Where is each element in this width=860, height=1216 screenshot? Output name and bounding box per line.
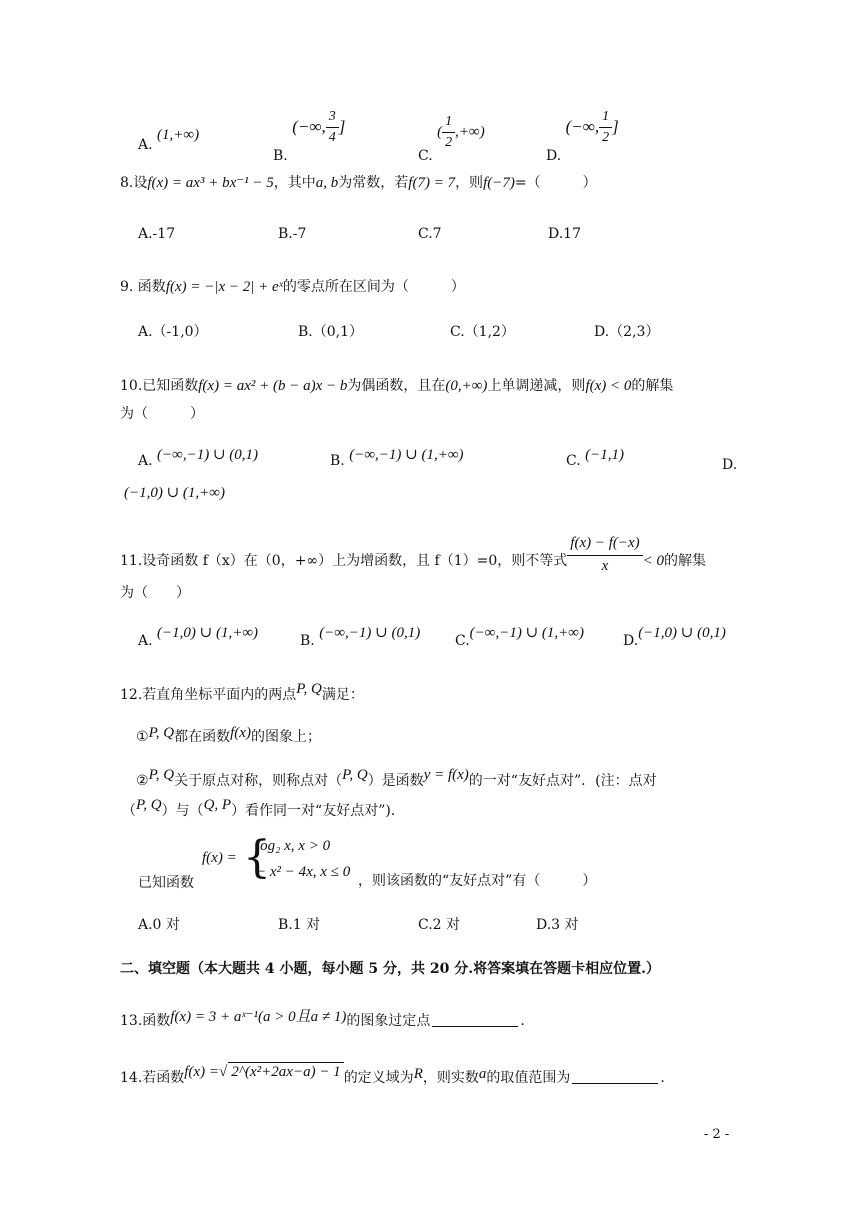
piecewise-case-2: − x² − 4x, x ≤ 0 [256, 864, 351, 880]
question-9 [120, 278, 465, 298]
text: =（ ） [514, 175, 597, 191]
option-label: C. [418, 148, 433, 165]
formula: a [478, 1066, 487, 1082]
formula: f(x) = [184, 1064, 219, 1080]
option-label: B. [273, 147, 288, 164]
text: ）是函数 [367, 773, 424, 789]
q10-option-b [330, 447, 464, 472]
q12-option-b: B.1 对 [278, 917, 321, 933]
formula: f(x) = −|x − 2| + eˣ [165, 279, 283, 295]
q11-option-b [300, 625, 421, 652]
text: 为偶函数，且在 [347, 378, 446, 394]
option-label: A. [138, 137, 153, 153]
q12-condition-2 [136, 767, 657, 792]
text: 为常数，若 [338, 175, 409, 191]
text: 上单调递减，则 [487, 378, 586, 394]
q12-option-a: A.0 对 [138, 917, 180, 933]
text: 的定义域为 [343, 1070, 414, 1086]
formula: Q, P [203, 797, 232, 813]
formula: f(x) = 3 + aˣ⁻¹(a > 0且a ≠ 1) [170, 1009, 347, 1025]
option-value: (−∞, $\frac{1}{2}$ ] [565, 109, 619, 146]
question-14 [120, 1064, 665, 1089]
piecewise-brace: { [243, 832, 271, 883]
text: （ [122, 803, 136, 819]
option-value: (−∞,−1) ∪ (1,+∞) [349, 447, 464, 463]
question-number: 10.已知函数 [120, 378, 199, 394]
fraction-denominator: x [601, 557, 609, 574]
q10-option-a [138, 447, 259, 472]
option-label: D. [546, 147, 562, 164]
formula: P, Q [148, 767, 175, 783]
question-number: 11.设奇函数 f（x）在（0，+∞）上为增函数，且 f（1）=0，则不等式 [120, 553, 568, 569]
q11-option-c [455, 625, 584, 652]
formula: f(x) = ax² + (b − a)x − b [198, 378, 348, 394]
option-label: B. [300, 633, 315, 649]
q12-known-tail: ，则该函数的“友好点对”有（ ） [358, 873, 597, 889]
formula: P, Q [342, 767, 368, 783]
option-label: A. [138, 453, 153, 469]
option-value: (1,+∞) [157, 127, 200, 143]
q10-option-d-value: (−1,0) ∪ (1,+∞) [124, 485, 225, 501]
question-8 [120, 174, 597, 194]
answer-blank [572, 1083, 658, 1084]
text: ，其中 [273, 175, 316, 191]
q9-option-b: B.（0,1） [298, 324, 364, 340]
text: ，则实数 [422, 1070, 479, 1086]
option-label: B. [330, 453, 345, 469]
formula: P, Q [136, 797, 162, 813]
q9-option-d: D.（2,3） [594, 324, 660, 340]
formula: < 0 [642, 553, 665, 569]
answer-blank [432, 1026, 518, 1027]
text: ，则 [455, 175, 484, 191]
text: ① [136, 729, 149, 745]
q7-option-a [138, 127, 200, 156]
question-10-line2: 为（ ） [120, 406, 204, 422]
text: 的图象过定点 [346, 1013, 431, 1029]
q8-option-c: C.7 [418, 226, 442, 242]
text: 关于原点对称，则称点对（ [174, 773, 343, 789]
question-number: 9. 函数 [120, 279, 166, 295]
question-number: 12.若直角坐标平面内的两点 [120, 687, 297, 703]
text: ）看作同一对“友好点对”)． [231, 803, 405, 819]
q10-option-c [566, 447, 624, 472]
piecewise-lhs: f(x) = [202, 850, 237, 866]
text: . [660, 1070, 665, 1086]
section-heading: 二、填空题（本大题共 4 小题，每小题 5 分，共 20 分.将答案填在答题卡相应位置.） [120, 961, 660, 977]
q7-option-d [546, 108, 619, 164]
option-label: C. [566, 453, 581, 469]
formula: f(7) = 7 [408, 175, 456, 191]
q10-option-d-label: D. [722, 457, 738, 473]
q9-option-c: C.（1,2） [450, 324, 515, 340]
option-value: (−1,0) ∪ (1,+∞) [157, 625, 259, 641]
option-label: C. [455, 633, 470, 649]
formula: P, Q [148, 725, 175, 741]
text: 的取值范围为 [486, 1070, 571, 1086]
q8-option-a: A.-17 [138, 226, 176, 242]
page-number: - 2 - [704, 1127, 730, 1142]
fraction [567, 534, 642, 576]
formula: f(−7) [483, 175, 515, 191]
text: 都在函数 [174, 729, 231, 745]
piecewise-case-1: log₂ x, x > 0 [256, 838, 331, 854]
q9-option-a: A.（-1,0） [138, 324, 208, 340]
q7-option-b [273, 108, 346, 164]
text: 的解集 [631, 378, 674, 394]
question-10 [120, 377, 673, 397]
formula: f(x) < 0 [585, 378, 632, 394]
q7-option-c [418, 113, 485, 165]
q8-option-d: D.17 [548, 226, 581, 242]
q12-known-label: 已知函数 [138, 875, 194, 891]
formula: a, b [315, 175, 339, 191]
text: 满足： [321, 687, 364, 703]
question-11 [120, 534, 706, 576]
option-value: (−1,0) ∪ (0,1) [638, 625, 726, 641]
formula: f(x) = ax³ + bx⁻¹ − 5 [147, 175, 274, 191]
fraction-numerator: f(x) − f(−x) [567, 534, 642, 556]
question-13 [120, 1009, 525, 1032]
q12-note [122, 797, 405, 822]
text: 的一对“友好点对”．(注：点对 [468, 773, 657, 789]
q12-condition-1 [136, 725, 321, 748]
q8-option-b: B.-7 [278, 226, 307, 242]
question-12 [120, 681, 364, 706]
q12-option-d: D.3 对 [536, 917, 579, 933]
formula: (0,+∞) [445, 378, 488, 394]
text: 的图象上； [250, 729, 321, 745]
formula: y = f(x) [423, 767, 469, 783]
q11-option-a [138, 625, 259, 652]
sqrt-sign: √ [218, 1064, 228, 1080]
question-number: 13.函数 [120, 1013, 171, 1029]
option-value: (−∞,−1) ∪ (0,1) [319, 625, 421, 641]
formula: f(x) [230, 725, 251, 741]
option-value: (−1,1) [585, 447, 624, 463]
option-value: (−∞, $\frac{3}{4}$ ] [292, 109, 346, 146]
option-value: ( $\frac{1}{2}$ ,+∞) [437, 114, 485, 151]
option-value: (−∞,−1) ∪ (0,1) [157, 447, 259, 463]
question-number: 8.设 [120, 175, 148, 191]
text: ）与（ [161, 803, 204, 819]
q11-option-d [623, 625, 726, 652]
text: . [520, 1013, 525, 1029]
option-label: A. [138, 633, 153, 649]
question-11-line2: 为（ ） [120, 585, 190, 601]
option-value: (−∞,−1) ∪ (1,+∞) [469, 625, 584, 641]
q12-option-c: C.2 对 [418, 917, 461, 933]
text: 的解集 [664, 553, 707, 569]
formula-radicand: 2^(x²+2ax−a) − 1 [228, 1062, 344, 1083]
formula: R [413, 1066, 423, 1082]
text: 的零点所在区间为（ ） [282, 279, 465, 295]
formula: P, Q [296, 681, 322, 697]
option-label: D. [623, 633, 639, 649]
question-number: 14.若函数 [120, 1070, 185, 1086]
text: ② [136, 773, 149, 789]
